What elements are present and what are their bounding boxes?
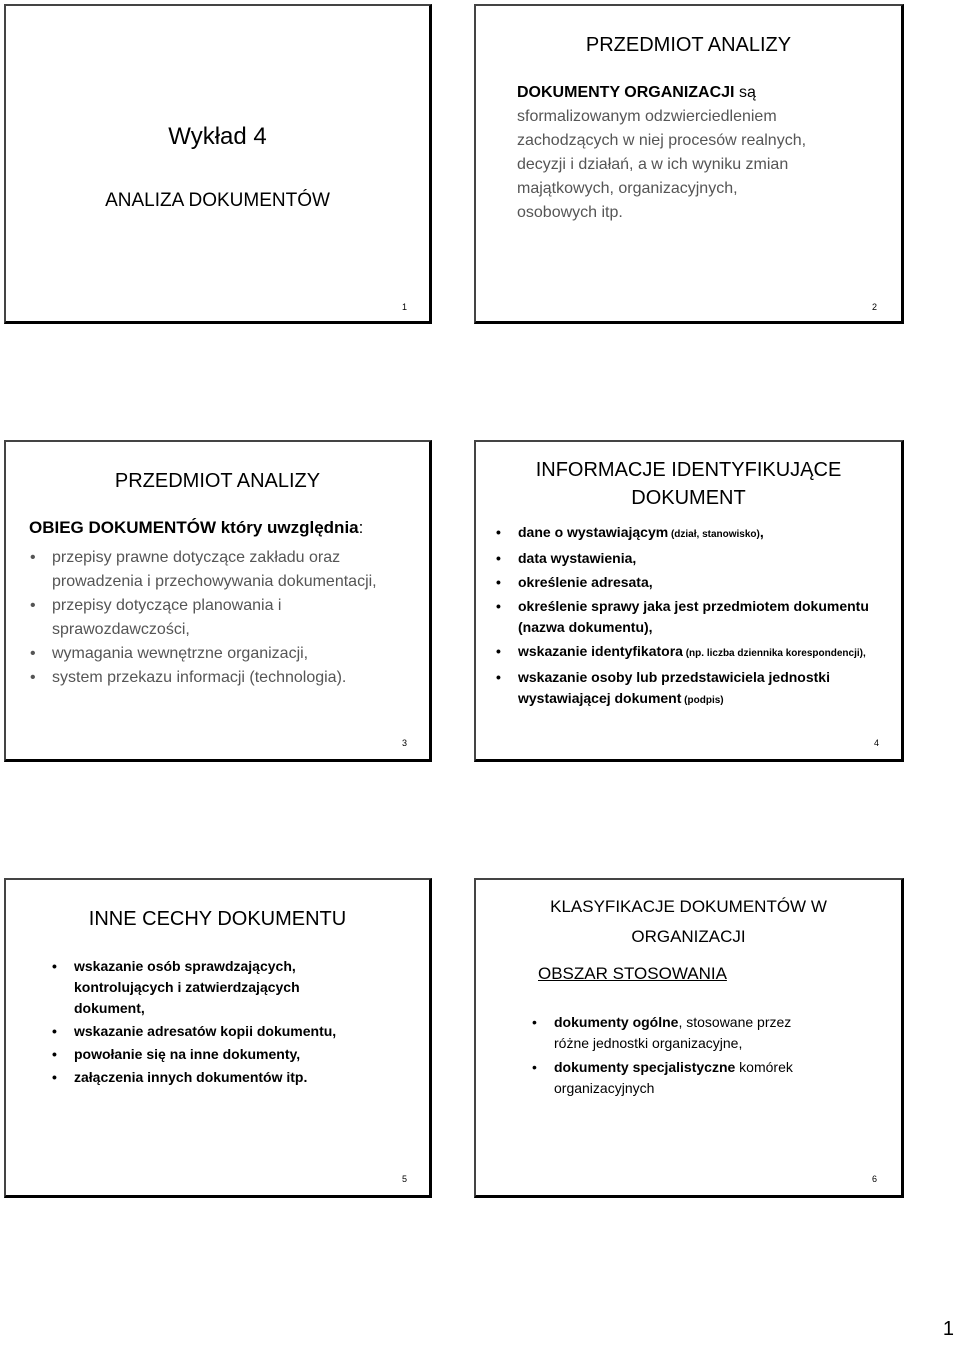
list-item: • dokumenty specjalistyczne komórek organizacyjnych (528, 1057, 828, 1099)
slide-2-title: PRZEDMIOT ANALIZY (585, 34, 792, 56)
list-item: • przepisy prawne dotyczące zakładu oraz prowadzenia i przechowywania dokumentacji, (26, 546, 406, 594)
slide-5 (4, 878, 432, 1198)
slide-6 (474, 878, 904, 1198)
slide-1-title: Wykład 4 (168, 123, 267, 150)
body-line: decyzji i działań, a w ich wyniku zmian (517, 156, 789, 173)
body-line: sformalizowanym odzwierciedleniem (517, 108, 777, 125)
list-item: • przepisy dotyczące planowania i sprawozdawczości, (26, 594, 406, 642)
slide-4-title: INFORMACJE IDENTYFIKUJĄCE DOKUMENT (535, 459, 842, 509)
slide-2 (474, 4, 904, 324)
list-item: • wskazanie osób sprawdzających, kontrolujących i zatwierdzających dokument, (48, 956, 348, 1019)
slide-3 (4, 440, 432, 762)
list-item: • wskazanie identyfikatora (np. liczba dziennika korespondencji), (492, 641, 892, 664)
slide-4-list (492, 522, 892, 711)
slide-number: 2 (872, 302, 878, 312)
slide-number: 3 (402, 738, 408, 748)
list-item: • wskazanie osoby lub przedstawiciela jednostki wystawiającej dokument (podpis) (492, 667, 892, 711)
body-line: osobowych itp. (517, 204, 623, 221)
body-line: majątkowych, organizacyjnych, (517, 180, 738, 197)
slide-1-subtitle: ANALIZA DOKUMENTÓW (105, 190, 330, 211)
slide-4 (474, 440, 904, 762)
slide-3-heading: OBIEG DOKUMENTÓW który uwzględnia: (29, 518, 364, 537)
slide-number: 4 (874, 738, 880, 748)
list-item: • data wystawienia, (492, 548, 892, 569)
list-item: • dane o wystawiającym (dział, stanowisko), (492, 522, 892, 545)
list-item: • system przekazu informacji (technologia). (26, 666, 406, 690)
list-item: • określenie sprawy jaka jest przedmiotem dokumentu (nazwa dokumentu), (492, 596, 892, 638)
slide-1 (4, 4, 432, 324)
list-item: • dokumenty ogólne, stosowane przez różne jednostki organizacyjne, (528, 1012, 828, 1054)
list-item: • powołanie się na inne dokumenty, (48, 1044, 348, 1065)
page-number: 1 (942, 1318, 954, 1340)
slide-2-body: DOKUMENTY ORGANIZACJI są sformalizowanym odzwierciedleniem zachodzących w niej procesów realnych, decyzji i działań, a w ich wyniku zmian majątkowych, organizacyjnych, osobowych itp. (517, 81, 897, 225)
body-line: zachodzących w niej procesów realnych, (517, 132, 807, 149)
slide-5-list (48, 956, 348, 1088)
slide-number: 5 (402, 1174, 408, 1184)
list-item: • wymagania wewnętrzne organizacji, (26, 642, 406, 666)
slide-3-list (26, 546, 406, 690)
list-item: • załączenia innych dokumentów itp. (48, 1067, 348, 1088)
list-item: • określenie adresata, (492, 572, 892, 593)
slide-5-title: INNE CECHY DOKUMENTU (88, 908, 347, 930)
slide-number: 1 (402, 302, 408, 312)
list-item: • wskazanie adresatów kopii dokumentu, (48, 1021, 348, 1042)
slide-6-title: KLASYFIKACJE DOKUMENTÓW W ORGANIZACJI (550, 897, 827, 946)
slide-6-section: OBSZAR STOSOWANIA (538, 964, 727, 983)
slide-6-list (528, 1012, 828, 1099)
slide-number: 6 (872, 1174, 878, 1184)
slide-3-title: PRZEDMIOT ANALIZY (114, 470, 321, 492)
lead-term: DOKUMENTY ORGANIZACJI (517, 84, 735, 101)
